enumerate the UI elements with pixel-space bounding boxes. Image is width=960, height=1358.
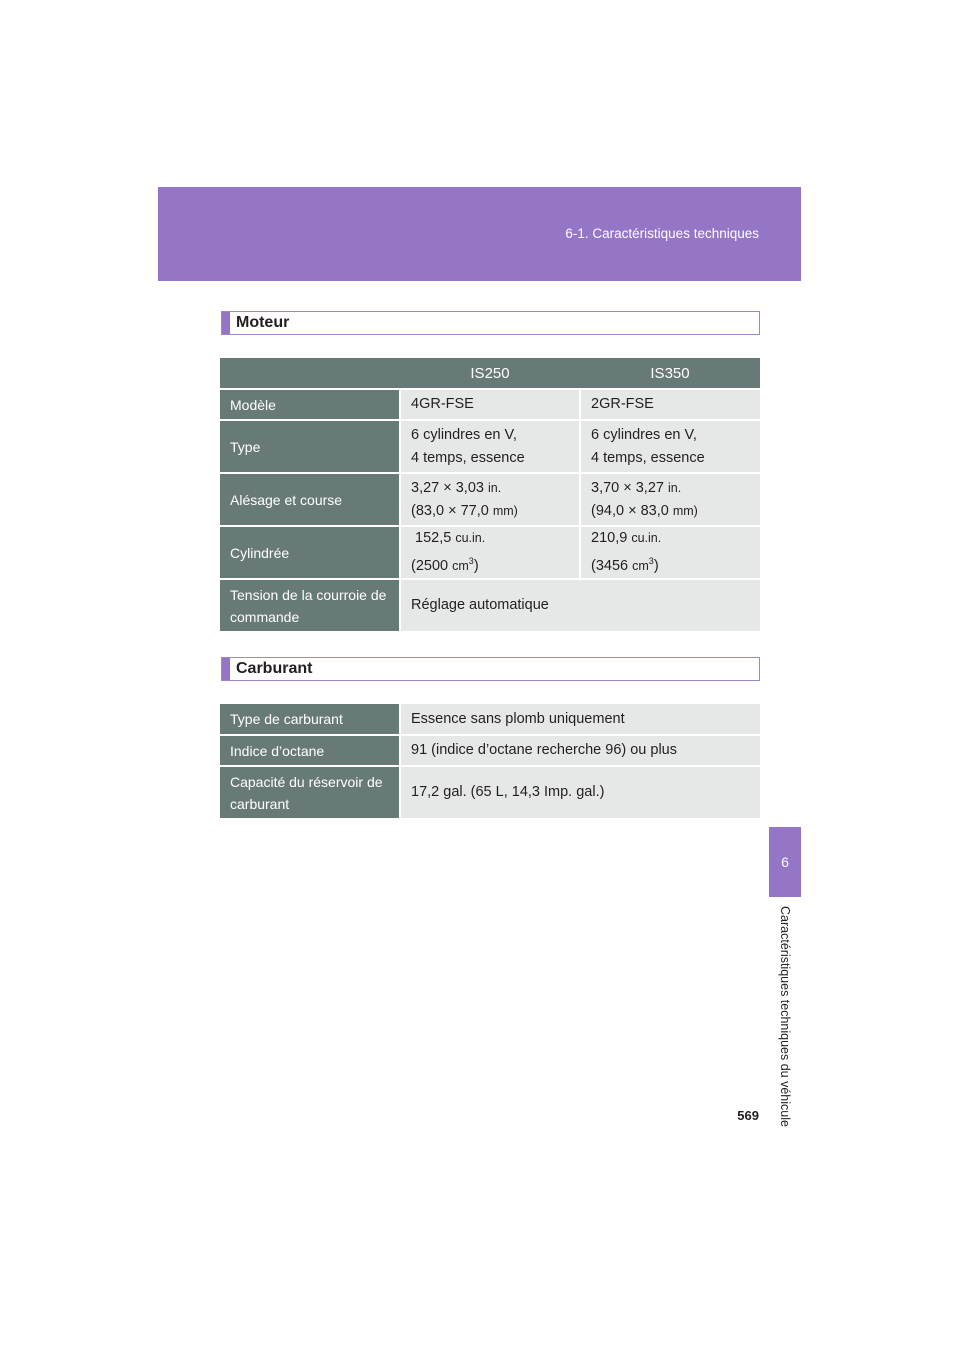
- closing-paren: ): [653, 557, 659, 574]
- table-row-belt: [220, 579, 760, 632]
- section-breadcrumb: 6-1. Caractéristiques techniques: [565, 226, 759, 241]
- engine-spec-table: [220, 358, 760, 633]
- label-line: carburant: [230, 795, 290, 812]
- value-text: (2500: [411, 557, 449, 574]
- value-text: (83,0 × 77,0: [411, 502, 489, 519]
- value-text: 3,27 × 3,03: [411, 479, 484, 496]
- table-row-capacity: [220, 766, 760, 819]
- cell-is350: 2GR-FSE: [580, 389, 760, 420]
- cell-line: [591, 477, 750, 500]
- chapter-label: Caractéristiques techniques du véhicule: [778, 906, 792, 1127]
- cell-line: [411, 477, 569, 500]
- cell-is250: [400, 420, 580, 473]
- unit-text: in.: [488, 480, 502, 495]
- label-line: commande: [230, 608, 300, 625]
- fuel-section-title: Carburant: [236, 660, 313, 677]
- header-cell-is250: IS250: [400, 358, 580, 389]
- table-row-bore: [220, 473, 760, 526]
- cell-is250: [400, 526, 580, 579]
- cell-line: 6 cylindres en V,: [591, 426, 697, 443]
- fuel-section-header: [221, 657, 760, 681]
- row-label: [220, 766, 400, 819]
- section-accent-bar: [222, 658, 230, 680]
- cell-line: [591, 500, 750, 523]
- chapter-tab: [769, 827, 801, 897]
- cell-is350: [580, 526, 760, 579]
- page-header-band: [158, 187, 801, 281]
- unit-exponent: 3: [468, 556, 474, 567]
- table-row-model: [220, 389, 760, 420]
- table-row-displacement: [220, 526, 760, 579]
- label-line: Capacité du réservoir de: [230, 773, 383, 790]
- unit-text: cm: [452, 558, 469, 573]
- cell-line: 4 temps, essence: [411, 449, 525, 466]
- cell-line: [411, 500, 569, 523]
- value-text: 210,9: [591, 530, 628, 547]
- cell-is250: 4GR-FSE: [400, 389, 580, 420]
- value-text: 152,5: [415, 530, 452, 547]
- row-label: [220, 579, 400, 632]
- row-label: Cylindrée: [220, 526, 400, 579]
- row-label: Type de carburant: [220, 704, 400, 735]
- row-value: 17,2 gal. (65 L, 14,3 Imp. gal.): [400, 766, 760, 819]
- unit-text: cu.in.: [631, 531, 662, 546]
- engine-section-title: Moteur: [236, 314, 290, 331]
- unit-text: cm: [632, 558, 649, 573]
- row-value: Essence sans plomb uniquement: [400, 704, 760, 735]
- table-row-fuel-type: [220, 704, 760, 735]
- value-text: (3456: [591, 557, 629, 574]
- cell-line: [411, 527, 569, 550]
- cell-line: [411, 550, 569, 578]
- value-text: 3,70 × 3,27: [591, 479, 664, 496]
- section-accent-bar: [222, 312, 230, 334]
- cell-shared: Réglage automatique: [400, 579, 760, 632]
- unit-text: mm): [492, 503, 518, 518]
- value-text: (94,0 × 83,0: [591, 502, 669, 519]
- cell-line: 4 temps, essence: [591, 449, 705, 466]
- row-label: Type: [220, 420, 400, 473]
- table-row-octane: [220, 735, 760, 766]
- row-label: Indice d’octane: [220, 735, 400, 766]
- row-label: Alésage et course: [220, 473, 400, 526]
- header-cell-is350: IS350: [580, 358, 760, 389]
- cell-is350: [580, 420, 760, 473]
- cell-line: [591, 527, 750, 550]
- fuel-spec-table: [220, 704, 760, 820]
- unit-text: mm): [672, 503, 698, 518]
- cell-is350: [580, 473, 760, 526]
- row-label: Modèle: [220, 389, 400, 420]
- header-cell-empty: [220, 358, 400, 389]
- chapter-number: 6: [781, 854, 789, 870]
- unit-exponent: 3: [648, 556, 654, 567]
- cell-is250: [400, 473, 580, 526]
- cell-line: [591, 550, 750, 578]
- table-header-row: [220, 358, 760, 389]
- page-number: 569: [737, 1108, 759, 1123]
- cell-line: 6 cylindres en V,: [411, 426, 517, 443]
- closing-paren: ): [473, 557, 479, 574]
- table-row-type: [220, 420, 760, 473]
- unit-text: cu.in.: [455, 531, 486, 546]
- engine-section-header: [221, 311, 760, 335]
- row-value: 91 (indice d’octane recherche 96) ou plus: [400, 735, 760, 766]
- label-line: Tension de la courroie de: [230, 586, 387, 603]
- unit-text: in.: [668, 480, 682, 495]
